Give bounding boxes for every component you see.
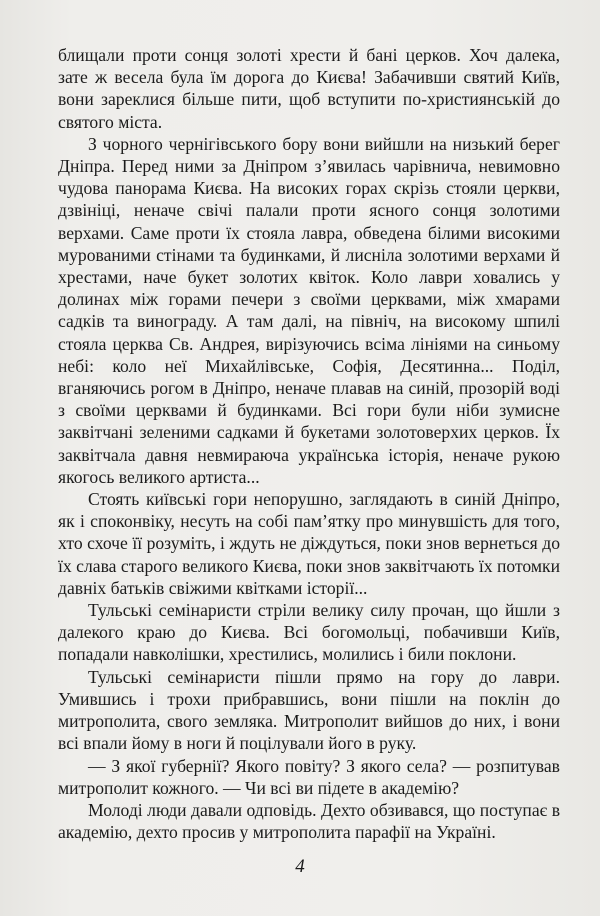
paragraph-5: Тульські семінаристи пішли прямо на гору до лаври. Умившись і трохи прибравшись, вони пішли на поклін до митрополита, свого земляка. Митрополит вийшов до них, і вони всі впали йому в ноги й поцілували його в руку.: [58, 666, 560, 754]
paragraph-2: З чорного чернігівського бору вони вийшли на низький берег Дніпра. Перед ними за Дніпром з’явилась чарівнича, невимовно чудова панорама Києва. На високих горах скрізь стояли церкви, дзвініці, неначе свічі палали проти ясного сонця золотими верхами. Саме проти їх стояла лавра, обведена білими високими мурованими стінами та будинками, й лисніла золотими верхами й хрестами, наче букет золотих квіток. Коло лаври ховались у долинах між горами печери з своїми церквами, між хмарами садків та винограду. А там далі, на північ, на високому шпилі стояла церква Св. Андрея, вирізуючись всіма лініями на синьому небі: коло неї Михайлівське, Софія, Десятинна... Поділ, вганяючись рогом в Дніпро, неначе плавав на синій, прозорій воді з своїми церквами й будинками. Всі гори були ніби зумисне заквітчані зеленими садками й букетами золотоверхих церков. Їх заквітчала давня невмираюча українська історія, неначе рукою якогось великого артиста...: [58, 133, 560, 487]
paragraph-7: Молоді люди давали одповідь. Дехто обзивався, що поступає в академію, дехто просив у митрополита парафії на Україні.: [58, 799, 560, 843]
paragraph-3: Стоять київські гори непорушно, заглядають в синій Дніпро, як і споконвіку, несуть на собі пам’ятку про минувшість для того, хто схоче її розуміть, і ждуть не діждуться, поки знов вернеться до їх слава старого великого Києва, поки знов заквітчають їх потомки давніх батьків свіжими квітками історії...: [58, 489, 560, 598]
paragraph-6: — З якої губернії? Якого повіту? З якого села? — розпитував митрополит кожного. — Чи всі ви підете в академію?: [58, 755, 560, 798]
page-number: 4: [295, 856, 305, 877]
page-body: [58, 44, 560, 843]
paragraph-1: блищали проти сонця золоті хрести й бані церков. Хоч далека, зате ж весела була їм дорога до Києва! Забачивши святий Київ, вони зареклися більше пити, щоб вступити по-християнській до святого міста.: [58, 45, 560, 132]
paragraph-4: Тульські семінаристи стріли велику силу прочан, що йшли з далекого краю до Києва. Всі богомольці, побачивши Київ, попадали навколішки, хрестились, молились і били поклони.: [58, 600, 560, 665]
